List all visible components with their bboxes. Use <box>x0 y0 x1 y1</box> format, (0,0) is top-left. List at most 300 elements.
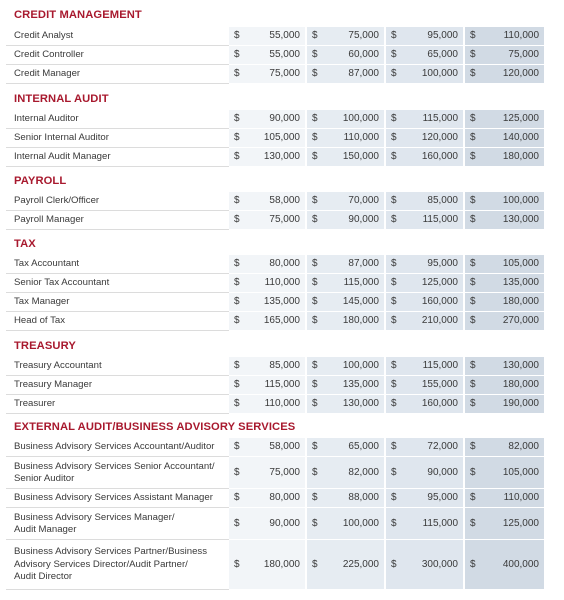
cell-separator <box>386 229 463 230</box>
currency-symbol: $ <box>470 558 476 570</box>
currency-symbol: $ <box>391 360 397 371</box>
salary-value: 110,000 <box>503 30 539 41</box>
salary-cell-4 <box>465 211 544 230</box>
currency-symbol: $ <box>391 492 397 503</box>
salary-cell-2 <box>307 540 384 590</box>
row-label-line: Audit Director <box>14 571 73 583</box>
salary-value: 90,000 <box>269 113 300 124</box>
salary-value: 90,000 <box>427 466 458 478</box>
table-row <box>0 376 564 395</box>
currency-symbol: $ <box>234 49 240 60</box>
currency-symbol: $ <box>391 113 397 124</box>
salary-cell-4 <box>465 274 544 293</box>
salary-cell-4 <box>465 110 544 129</box>
row-label: Business Advisory Services Accountant/Auditor <box>14 441 215 453</box>
table-row <box>0 312 564 331</box>
row-label: Payroll Clerk/Officer <box>14 195 100 207</box>
currency-symbol: $ <box>234 466 240 478</box>
salary-cell-1 <box>229 508 305 540</box>
salary-cell-1 <box>229 129 305 148</box>
salary-cell-1 <box>229 65 305 84</box>
row-label: Senior Internal Auditor <box>14 132 109 144</box>
cell-separator <box>465 330 544 331</box>
salary-value: 115,000 <box>264 379 300 390</box>
salary-value: 80,000 <box>269 492 300 503</box>
salary-value: 125,000 <box>421 277 458 288</box>
salary-value: 190,000 <box>502 398 539 409</box>
row-label: Credit Controller <box>14 49 84 61</box>
currency-symbol: $ <box>234 296 240 307</box>
row-label: Treasury Accountant <box>14 360 102 372</box>
row-label-line: Advisory Services Director/Audit Partner/ <box>14 558 188 570</box>
salary-value: 75,000 <box>269 68 300 79</box>
currency-symbol: $ <box>312 360 318 371</box>
salary-value: 80,000 <box>269 258 300 269</box>
currency-symbol: $ <box>470 49 476 60</box>
row-label: Payroll Manager <box>14 214 84 226</box>
row-label: Internal Audit Manager <box>14 151 111 163</box>
row-divider <box>6 166 229 167</box>
salary-value: 75,000 <box>269 214 300 225</box>
salary-value: 72,000 <box>427 441 458 452</box>
salary-value: 75,000 <box>269 466 300 478</box>
salary-value: 145,000 <box>342 296 379 307</box>
salary-cell-4 <box>465 293 544 312</box>
currency-symbol: $ <box>391 68 397 79</box>
currency-symbol: $ <box>312 441 318 452</box>
salary-cell-4 <box>465 357 544 376</box>
salary-value: 87,000 <box>348 258 379 269</box>
currency-symbol: $ <box>312 214 318 225</box>
salary-value: 155,000 <box>421 379 458 390</box>
table-row <box>0 255 564 274</box>
currency-symbol: $ <box>234 398 240 409</box>
currency-symbol: $ <box>234 315 240 326</box>
currency-symbol: $ <box>234 30 240 41</box>
currency-symbol: $ <box>470 258 476 269</box>
salary-value: 88,000 <box>348 492 379 503</box>
cell-separator <box>465 83 544 84</box>
currency-symbol: $ <box>312 113 318 124</box>
cell-separator <box>229 589 305 590</box>
salary-cell-3 <box>386 438 463 457</box>
table-row <box>0 129 564 148</box>
salary-value: 300,000 <box>421 558 458 570</box>
salary-value: 150,000 <box>342 151 379 162</box>
salary-cell-3 <box>386 357 463 376</box>
salary-cell-3 <box>386 293 463 312</box>
salary-value: 125,000 <box>502 113 539 124</box>
currency-symbol: $ <box>470 466 476 478</box>
salary-value: 135,000 <box>263 296 300 307</box>
salary-value: 105,000 <box>502 466 539 478</box>
salary-cell-3 <box>386 395 463 414</box>
table-row <box>0 357 564 376</box>
salary-cell-2 <box>307 508 384 540</box>
salary-value: 100,000 <box>342 113 379 124</box>
cell-separator <box>465 589 544 590</box>
salary-value: 70,000 <box>348 195 379 206</box>
currency-symbol: $ <box>312 30 318 41</box>
salary-value: 65,000 <box>427 49 458 60</box>
salary-value: 130,000 <box>502 214 539 225</box>
salary-cell-1 <box>229 46 305 65</box>
section-heading: INTERNAL AUDIT <box>14 93 109 105</box>
cell-separator <box>229 413 305 414</box>
salary-cell-1 <box>229 27 305 46</box>
salary-cell-3 <box>386 312 463 331</box>
currency-symbol: $ <box>312 398 318 409</box>
currency-symbol: $ <box>312 68 318 79</box>
salary-value: 165,000 <box>263 315 300 326</box>
currency-symbol: $ <box>470 296 476 307</box>
row-label-line: Business Advisory Services Partner/Business <box>14 546 208 558</box>
table-row <box>0 457 564 489</box>
row-divider <box>6 83 229 84</box>
row-label <box>14 512 229 537</box>
table-row <box>0 148 564 167</box>
salary-value: 125,000 <box>502 517 539 529</box>
section-heading: PAYROLL <box>14 175 67 187</box>
currency-symbol: $ <box>391 398 397 409</box>
salary-cell-2 <box>307 46 384 65</box>
currency-symbol: $ <box>234 379 240 390</box>
salary-cell-1 <box>229 192 305 211</box>
salary-value: 160,000 <box>421 296 458 307</box>
salary-cell-2 <box>307 148 384 167</box>
salary-cell-1 <box>229 211 305 230</box>
salary-cell-3 <box>386 508 463 540</box>
table-row <box>0 508 564 540</box>
salary-value: 115,000 <box>343 277 379 288</box>
row-divider <box>6 229 229 230</box>
salary-value: 115,000 <box>422 517 458 529</box>
currency-symbol: $ <box>312 132 318 143</box>
salary-value: 115,000 <box>422 360 458 371</box>
salary-value: 90,000 <box>269 517 300 529</box>
row-label: Treasury Manager <box>14 379 93 391</box>
salary-cell-3 <box>386 148 463 167</box>
salary-cell-1 <box>229 489 305 508</box>
cell-separator <box>386 589 463 590</box>
salary-cell-4 <box>465 46 544 65</box>
salary-value: 180,000 <box>263 558 300 570</box>
currency-symbol: $ <box>312 315 318 326</box>
salary-cell-2 <box>307 255 384 274</box>
salary-value: 400,000 <box>502 558 539 570</box>
salary-cell-3 <box>386 255 463 274</box>
salary-cell-1 <box>229 274 305 293</box>
cell-separator <box>229 229 305 230</box>
cell-separator <box>465 413 544 414</box>
currency-symbol: $ <box>312 151 318 162</box>
salary-cell-4 <box>465 192 544 211</box>
currency-symbol: $ <box>470 315 476 326</box>
currency-symbol: $ <box>312 258 318 269</box>
currency-symbol: $ <box>312 49 318 60</box>
currency-symbol: $ <box>234 68 240 79</box>
salary-cell-3 <box>386 376 463 395</box>
salary-value: 110,000 <box>503 492 539 503</box>
salary-value: 100,000 <box>421 68 458 79</box>
salary-cell-2 <box>307 211 384 230</box>
salary-cell-3 <box>386 129 463 148</box>
salary-value: 210,000 <box>421 315 458 326</box>
salary-cell-2 <box>307 293 384 312</box>
currency-symbol: $ <box>470 277 476 288</box>
salary-cell-4 <box>465 438 544 457</box>
currency-symbol: $ <box>470 30 476 41</box>
currency-symbol: $ <box>391 441 397 452</box>
currency-symbol: $ <box>234 277 240 288</box>
row-label: Business Advisory Services Assistant Manager <box>14 492 213 504</box>
currency-symbol: $ <box>234 441 240 452</box>
currency-symbol: $ <box>312 466 318 478</box>
currency-symbol: $ <box>391 195 397 206</box>
salary-value: 105,000 <box>502 258 539 269</box>
salary-cell-4 <box>465 148 544 167</box>
salary-cell-3 <box>386 489 463 508</box>
salary-value: 95,000 <box>427 30 458 41</box>
cell-separator <box>229 166 305 167</box>
salary-value: 120,000 <box>502 68 539 79</box>
salary-cell-2 <box>307 395 384 414</box>
currency-symbol: $ <box>391 214 397 225</box>
salary-cell-2 <box>307 27 384 46</box>
salary-cell-1 <box>229 395 305 414</box>
cell-separator <box>386 83 463 84</box>
salary-value: 115,000 <box>422 214 458 225</box>
salary-value: 75,000 <box>348 30 379 41</box>
salary-cell-2 <box>307 376 384 395</box>
cell-separator <box>307 229 384 230</box>
cell-separator <box>386 330 463 331</box>
row-label: Credit Manager <box>14 68 81 80</box>
salary-value: 140,000 <box>502 132 539 143</box>
salary-cell-3 <box>386 274 463 293</box>
currency-symbol: $ <box>470 68 476 79</box>
currency-symbol: $ <box>234 558 240 570</box>
currency-symbol: $ <box>470 398 476 409</box>
currency-symbol: $ <box>391 258 397 269</box>
salary-cell-1 <box>229 148 305 167</box>
salary-cell-3 <box>386 65 463 84</box>
salary-value: 60,000 <box>348 49 379 60</box>
salary-value: 160,000 <box>421 151 458 162</box>
salary-value: 180,000 <box>502 379 539 390</box>
currency-symbol: $ <box>234 132 240 143</box>
salary-value: 110,000 <box>343 132 379 143</box>
salary-cell-4 <box>465 489 544 508</box>
table-row <box>0 274 564 293</box>
currency-symbol: $ <box>470 151 476 162</box>
salary-value: 135,000 <box>502 277 539 288</box>
salary-value: 82,000 <box>508 441 539 452</box>
salary-cell-2 <box>307 312 384 331</box>
row-divider <box>6 413 229 414</box>
cell-separator <box>386 413 463 414</box>
currency-symbol: $ <box>391 277 397 288</box>
salary-cell-4 <box>465 457 544 489</box>
salary-value: 130,000 <box>502 360 539 371</box>
salary-cell-3 <box>386 211 463 230</box>
cell-separator <box>307 589 384 590</box>
salary-value: 100,000 <box>342 517 379 529</box>
row-label: Credit Analyst <box>14 30 74 42</box>
salary-value: 95,000 <box>427 258 458 269</box>
row-label: Head of Tax <box>14 315 66 327</box>
salary-cell-2 <box>307 65 384 84</box>
salary-value: 180,000 <box>502 296 539 307</box>
salary-cell-4 <box>465 312 544 331</box>
currency-symbol: $ <box>470 132 476 143</box>
currency-symbol: $ <box>234 113 240 124</box>
cell-separator <box>229 330 305 331</box>
salary-cell-1 <box>229 540 305 590</box>
salary-cell-4 <box>465 508 544 540</box>
salary-cell-4 <box>465 255 544 274</box>
currency-symbol: $ <box>312 379 318 390</box>
section-heading: TAX <box>14 238 36 250</box>
cell-separator <box>465 166 544 167</box>
salary-value: 90,000 <box>348 214 379 225</box>
currency-symbol: $ <box>470 195 476 206</box>
salary-cell-4 <box>465 376 544 395</box>
salary-cell-1 <box>229 438 305 457</box>
salary-value: 82,000 <box>348 466 379 478</box>
table-row <box>0 65 564 84</box>
row-label-line: Audit Manager <box>14 524 77 535</box>
currency-symbol: $ <box>391 151 397 162</box>
currency-symbol: $ <box>234 492 240 503</box>
salary-value: 160,000 <box>421 398 458 409</box>
currency-symbol: $ <box>234 517 240 529</box>
salary-value: 115,000 <box>422 113 458 124</box>
currency-symbol: $ <box>312 296 318 307</box>
currency-symbol: $ <box>391 315 397 326</box>
salary-value: 130,000 <box>263 151 300 162</box>
table-row <box>0 46 564 65</box>
salary-cell-3 <box>386 540 463 590</box>
salary-value: 270,000 <box>502 315 539 326</box>
currency-symbol: $ <box>312 277 318 288</box>
salary-cell-4 <box>465 65 544 84</box>
salary-cell-1 <box>229 110 305 129</box>
row-label: Treasurer <box>14 398 56 410</box>
salary-value: 180,000 <box>342 315 379 326</box>
cell-separator <box>307 83 384 84</box>
currency-symbol: $ <box>470 360 476 371</box>
salary-value: 110,000 <box>264 277 300 288</box>
salary-value: 55,000 <box>269 49 300 60</box>
salary-value: 95,000 <box>427 492 458 503</box>
salary-value: 75,000 <box>508 49 539 60</box>
salary-cell-1 <box>229 457 305 489</box>
salary-cell-1 <box>229 376 305 395</box>
row-label-line: Senior Auditor <box>14 473 75 484</box>
table-row <box>0 211 564 230</box>
currency-symbol: $ <box>312 517 318 529</box>
salary-cell-1 <box>229 293 305 312</box>
table-row <box>0 192 564 211</box>
currency-symbol: $ <box>391 466 397 478</box>
salary-cell-2 <box>307 129 384 148</box>
salary-cell-2 <box>307 457 384 489</box>
currency-symbol: $ <box>470 441 476 452</box>
currency-symbol: $ <box>470 517 476 529</box>
row-label <box>14 461 229 486</box>
cell-separator <box>307 330 384 331</box>
currency-symbol: $ <box>312 558 318 570</box>
currency-symbol: $ <box>470 379 476 390</box>
salary-cell-4 <box>465 27 544 46</box>
currency-symbol: $ <box>470 214 476 225</box>
salary-cell-1 <box>229 357 305 376</box>
currency-symbol: $ <box>312 195 318 206</box>
row-label-line: Business Advisory Services Senior Accountant/ <box>14 460 215 472</box>
section-heading: TREASURY <box>14 340 76 352</box>
currency-symbol: $ <box>234 195 240 206</box>
row-label-line: Business Advisory Services Manager/ <box>14 511 175 523</box>
salary-value: 58,000 <box>269 441 300 452</box>
cell-separator <box>465 229 544 230</box>
currency-symbol: $ <box>391 30 397 41</box>
salary-cell-2 <box>307 438 384 457</box>
salary-cell-1 <box>229 255 305 274</box>
salary-value: 85,000 <box>269 360 300 371</box>
salary-value: 87,000 <box>348 68 379 79</box>
currency-symbol: $ <box>391 49 397 60</box>
currency-symbol: $ <box>234 151 240 162</box>
salary-cell-3 <box>386 27 463 46</box>
salary-value: 100,000 <box>342 360 379 371</box>
salary-value: 135,000 <box>342 379 379 390</box>
row-label: Senior Tax Accountant <box>14 277 110 289</box>
salary-value: 110,000 <box>264 398 300 409</box>
salary-cell-2 <box>307 192 384 211</box>
salary-value: 100,000 <box>502 195 539 206</box>
currency-symbol: $ <box>391 558 397 570</box>
table-row <box>0 395 564 414</box>
section-heading: EXTERNAL AUDIT/BUSINESS ADVISORY SERVICES <box>14 421 296 433</box>
salary-value: 65,000 <box>348 441 379 452</box>
salary-cell-2 <box>307 357 384 376</box>
salary-value: 130,000 <box>342 398 379 409</box>
currency-symbol: $ <box>234 360 240 371</box>
salary-value: 105,000 <box>263 132 300 143</box>
row-divider <box>6 330 229 331</box>
row-label: Tax Manager <box>14 296 70 308</box>
row-label <box>14 546 229 584</box>
salary-cell-3 <box>386 192 463 211</box>
currency-symbol: $ <box>234 258 240 269</box>
currency-symbol: $ <box>470 492 476 503</box>
salary-value: 58,000 <box>269 195 300 206</box>
row-divider <box>6 589 229 590</box>
salary-cell-2 <box>307 274 384 293</box>
currency-symbol: $ <box>470 113 476 124</box>
salary-cell-4 <box>465 540 544 590</box>
table-row <box>0 540 564 590</box>
salary-value: 120,000 <box>421 132 458 143</box>
currency-symbol: $ <box>391 132 397 143</box>
salary-cell-4 <box>465 395 544 414</box>
section-heading: CREDIT MANAGEMENT <box>14 9 142 21</box>
table-row <box>0 27 564 46</box>
salary-cell-2 <box>307 489 384 508</box>
table-row <box>0 489 564 508</box>
cell-separator <box>386 166 463 167</box>
